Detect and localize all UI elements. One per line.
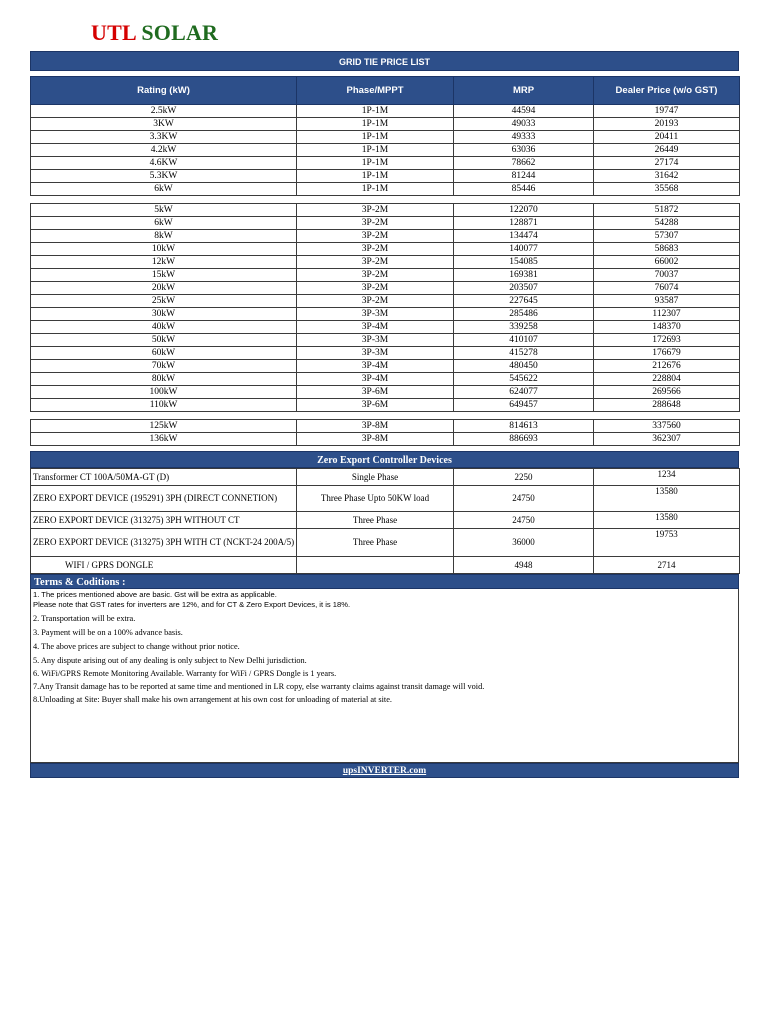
phase-cell: 3P-4M (297, 321, 454, 334)
phase-cell: 3P-8M (297, 433, 454, 446)
device-dealer-price: 2714 (594, 557, 740, 574)
mrp-cell: 78662 (454, 157, 594, 170)
mrp-cell: 339258 (454, 321, 594, 334)
device-name: ZERO EXPORT DEVICE (195291) 3PH (DIRECT CONNETION) (31, 486, 297, 512)
device-mrp: 4948 (454, 557, 594, 574)
brand-solar: SOLAR (141, 20, 219, 45)
device-name: WIFI / GPRS DONGLE (31, 557, 297, 574)
rating-cell: 12kW (31, 256, 297, 269)
price-row (31, 360, 740, 373)
mrp-cell: 128871 (454, 217, 594, 230)
phase-cell: 3P-2M (297, 230, 454, 243)
rating-cell: 20kW (31, 282, 297, 295)
rating-cell: 110kW (31, 399, 297, 412)
mrp-cell: 49033 (454, 118, 594, 131)
phase-cell: 3P-2M (297, 295, 454, 308)
high-capacity-group (31, 420, 740, 446)
dealer-price-cell: 148370 (594, 321, 740, 334)
price-row (31, 243, 740, 256)
rating-cell: 6kW (31, 183, 297, 196)
single-phase-group (31, 105, 740, 196)
price-row (31, 308, 740, 321)
mrp-cell: 227645 (454, 295, 594, 308)
dealer-price-cell: 288648 (594, 399, 740, 412)
price-row (31, 217, 740, 230)
rating-cell: 3KW (31, 118, 297, 131)
zero-export-title: Zero Export Controller Devices (30, 451, 739, 468)
terms-title: Terms & Coditions : (30, 574, 739, 589)
mrp-cell: 122070 (454, 204, 594, 217)
price-table (30, 76, 740, 196)
mrp-cell: 63036 (454, 144, 594, 157)
price-row (31, 131, 740, 144)
mrp-cell: 886693 (454, 433, 594, 446)
brand-utl: UTL (91, 20, 136, 45)
price-row (31, 118, 740, 131)
device-phase: Single Phase (297, 469, 454, 486)
dealer-price-cell: 27174 (594, 157, 740, 170)
dealer-price-cell: 66002 (594, 256, 740, 269)
zero-export-row (31, 486, 740, 512)
device-phase (297, 557, 454, 574)
price-row (31, 183, 740, 196)
mrp-cell: 649457 (454, 399, 594, 412)
phase-cell: 3P-3M (297, 334, 454, 347)
dealer-price-cell: 362307 (594, 433, 740, 446)
rating-cell: 4.6KW (31, 157, 297, 170)
header-phase: Phase/MPPT (297, 77, 454, 105)
dealer-price-cell: 19747 (594, 105, 740, 118)
price-list-title: GRID TIE PRICE LIST (30, 51, 739, 71)
rating-cell: 5.3KW (31, 170, 297, 183)
device-name: ZERO EXPORT DEVICE (313275) 3PH WITHOUT CT (31, 512, 297, 529)
mrp-cell: 154085 (454, 256, 594, 269)
dealer-price-cell: 337560 (594, 420, 740, 433)
phase-cell: 3P-3M (297, 347, 454, 360)
price-row (31, 170, 740, 183)
website-link[interactable]: upsINVERTER.com (342, 766, 427, 776)
rating-cell: 40kW (31, 321, 297, 334)
device-dealer-price: 1234 (594, 469, 740, 486)
dealer-price-cell: 112307 (594, 308, 740, 321)
zero-export-row (31, 469, 740, 486)
rating-cell: 125kW (31, 420, 297, 433)
dealer-price-cell: 31642 (594, 170, 740, 183)
zero-export-row (31, 529, 740, 557)
mrp-cell: 415278 (454, 347, 594, 360)
rating-cell: 136kW (31, 433, 297, 446)
term-item: 1. The prices mentioned above are basic. Gst will be extra as applicable. (33, 590, 277, 599)
phase-cell: 3P-2M (297, 204, 454, 217)
phase-cell: 3P-8M (297, 420, 454, 433)
device-mrp: 24750 (454, 512, 594, 529)
phase-cell: 3P-2M (297, 282, 454, 295)
device-dealer-price: 13580 (594, 512, 740, 529)
dealer-price-cell: 172693 (594, 334, 740, 347)
mrp-cell: 44594 (454, 105, 594, 118)
price-row (31, 321, 740, 334)
price-row (31, 334, 740, 347)
device-dealer-price: 13580 (594, 486, 740, 512)
zero-export-row (31, 557, 740, 574)
mrp-cell: 203507 (454, 282, 594, 295)
rating-cell: 2.5kW (31, 105, 297, 118)
phase-cell: 1P-1M (297, 157, 454, 170)
mrp-cell: 85446 (454, 183, 594, 196)
price-row (31, 157, 740, 170)
dealer-price-cell: 93587 (594, 295, 740, 308)
dealer-price-cell: 228804 (594, 373, 740, 386)
rating-cell: 50kW (31, 334, 297, 347)
rating-cell: 80kW (31, 373, 297, 386)
phase-cell: 3P-2M (297, 217, 454, 230)
mrp-cell: 410107 (454, 334, 594, 347)
price-row (31, 282, 740, 295)
device-mrp: 24750 (454, 486, 594, 512)
price-row (31, 269, 740, 282)
term-item: 6. WiFi/GPRS Remote Monitoring Available. Warranty for WiFi / GPRS Dongle is 1 years. (33, 669, 337, 678)
mrp-cell: 480450 (454, 360, 594, 373)
dealer-price-cell: 20193 (594, 118, 740, 131)
device-dealer-price: 19753 (594, 529, 740, 557)
dealer-price-cell: 269566 (594, 386, 740, 399)
mrp-cell: 140077 (454, 243, 594, 256)
phase-cell: 3P-4M (297, 373, 454, 386)
rating-cell: 3.3KW (31, 131, 297, 144)
term-item: 7.Any Transit damage has to be reported at same time and mentioned in LR copy, else warranty claims against transit damage will void. (33, 682, 485, 691)
phase-cell: 3P-6M (297, 399, 454, 412)
rating-cell: 30kW (31, 308, 297, 321)
price-row (31, 386, 740, 399)
term-item: Please note that GST rates for inverters are 12%, and for CT & Zero Export Devices, it is 18%. (33, 600, 351, 609)
three-phase-group (31, 204, 740, 412)
rating-cell: 8kW (31, 230, 297, 243)
rating-cell: 5kW (31, 204, 297, 217)
term-item: 4. The above prices are subject to change without prior notice. (33, 642, 240, 651)
header-rating: Rating (kW) (31, 77, 297, 105)
rating-cell: 70kW (31, 360, 297, 373)
price-row (31, 230, 740, 243)
mrp-cell: 285486 (454, 308, 594, 321)
mrp-cell: 134474 (454, 230, 594, 243)
mrp-cell: 169381 (454, 269, 594, 282)
dealer-price-cell: 26449 (594, 144, 740, 157)
rating-cell: 60kW (31, 347, 297, 360)
rating-cell: 15kW (31, 269, 297, 282)
price-row (31, 373, 740, 386)
phase-cell: 3P-6M (297, 386, 454, 399)
phase-cell: 3P-2M (297, 269, 454, 282)
dealer-price-cell: 212676 (594, 360, 740, 373)
phase-cell: 1P-1M (297, 183, 454, 196)
phase-cell: 3P-3M (297, 308, 454, 321)
phase-cell: 1P-1M (297, 170, 454, 183)
term-item: 3. Payment will be on a 100% advance basis. (33, 628, 183, 637)
footer-bar (30, 763, 739, 778)
phase-cell: 1P-1M (297, 118, 454, 131)
device-phase: Three Phase (297, 512, 454, 529)
price-row (31, 105, 740, 118)
term-item: 5. Any dispute arising out of any dealing is only subject to New Delhi jurisdiction. (33, 656, 307, 665)
rating-cell: 6kW (31, 217, 297, 230)
price-row (31, 420, 740, 433)
header-dealer-price: Dealer Price (w/o GST) (594, 77, 740, 105)
rating-cell: 4.2kW (31, 144, 297, 157)
phase-cell: 1P-1M (297, 131, 454, 144)
three-phase-table (30, 203, 740, 412)
high-capacity-table (30, 419, 740, 446)
price-row (31, 433, 740, 446)
phase-cell: 3P-4M (297, 360, 454, 373)
zero-export-table (30, 468, 740, 574)
dealer-price-cell: 70037 (594, 269, 740, 282)
zero-export-row (31, 512, 740, 529)
device-mrp: 2250 (454, 469, 594, 486)
rating-cell: 10kW (31, 243, 297, 256)
price-sheet (30, 51, 739, 778)
price-row (31, 399, 740, 412)
brand-logo (91, 20, 218, 46)
price-row (31, 204, 740, 217)
dealer-price-cell: 57307 (594, 230, 740, 243)
price-row (31, 295, 740, 308)
term-item: 8.Unloading at Site: Buyer shall make his own arrangement at his own cost for unloading of material at site. (33, 695, 392, 704)
dealer-price-cell: 54288 (594, 217, 740, 230)
mrp-cell: 624077 (454, 386, 594, 399)
mrp-cell: 545622 (454, 373, 594, 386)
mrp-cell: 81244 (454, 170, 594, 183)
dealer-price-cell: 20411 (594, 131, 740, 144)
phase-cell: 3P-2M (297, 243, 454, 256)
device-mrp: 36000 (454, 529, 594, 557)
phase-cell: 1P-1M (297, 144, 454, 157)
mrp-cell: 814613 (454, 420, 594, 433)
rating-cell: 100kW (31, 386, 297, 399)
terms-body (30, 589, 739, 763)
rating-cell: 25kW (31, 295, 297, 308)
device-phase: Three Phase (297, 529, 454, 557)
dealer-price-cell: 76074 (594, 282, 740, 295)
phase-cell: 3P-2M (297, 256, 454, 269)
term-item: 2. Transportation will be extra. (33, 614, 136, 623)
dealer-price-cell: 51872 (594, 204, 740, 217)
device-phase: Three Phase Upto 50KW load (297, 486, 454, 512)
phase-cell: 1P-1M (297, 105, 454, 118)
price-row (31, 347, 740, 360)
price-row (31, 256, 740, 269)
dealer-price-cell: 58683 (594, 243, 740, 256)
dealer-price-cell: 176679 (594, 347, 740, 360)
mrp-cell: 49333 (454, 131, 594, 144)
price-table-header (31, 77, 740, 105)
dealer-price-cell: 35568 (594, 183, 740, 196)
header-mrp: MRP (454, 77, 594, 105)
device-name: ZERO EXPORT DEVICE (313275) 3PH WITH CT (NCKT-24 200A/5) (31, 529, 297, 557)
price-row (31, 144, 740, 157)
device-name: Transformer CT 100A/50MA-GT (D) (31, 469, 297, 486)
